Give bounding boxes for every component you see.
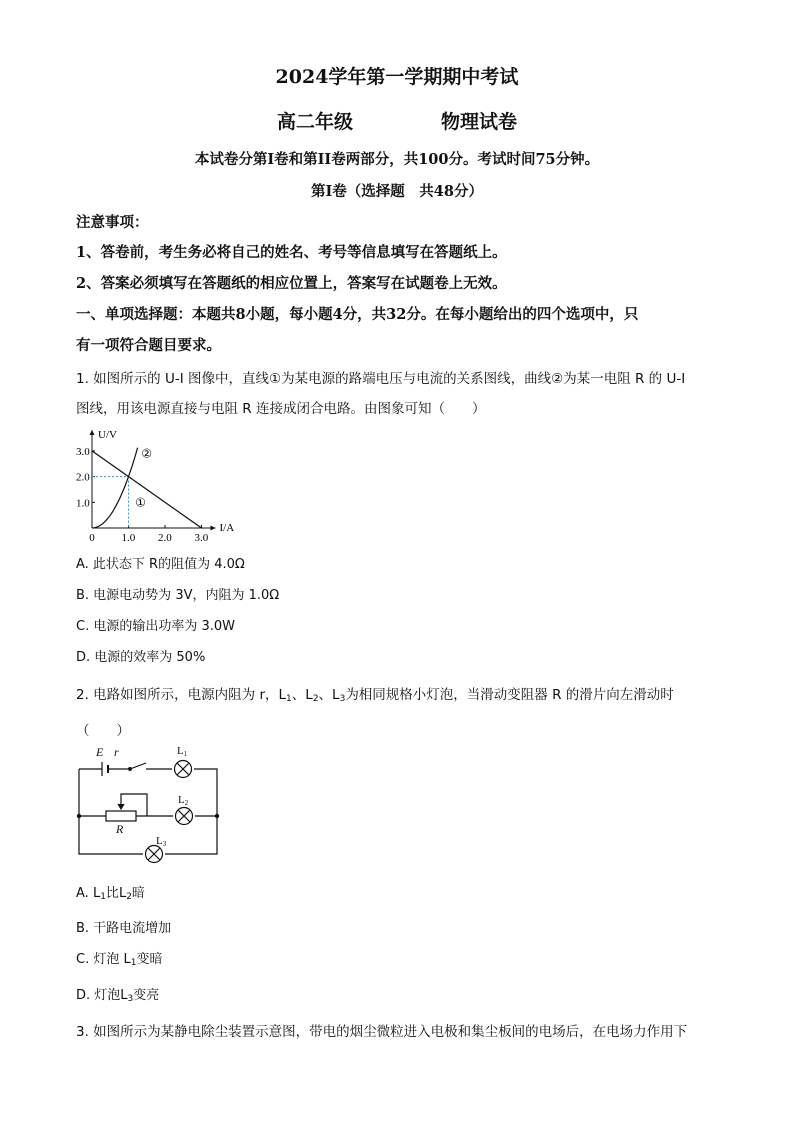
y-tick-label: 1.0 xyxy=(76,497,90,510)
q2-line-1: 2. 电路如图所示，电源内阻为 r，$L_1$、$L_2$、$L_3$为相同规格小灯泡，当滑动变阻器 R 的滑片向左滑动时 xyxy=(76,687,674,704)
x-tick-label: 0 xyxy=(89,532,95,544)
lamp-l3-icon xyxy=(146,846,163,863)
q2-option-c-lamp: $L_1$ xyxy=(123,952,137,968)
q2-lamp-3: $L_3$ xyxy=(332,687,346,704)
q2-option-c: C. 灯泡 $L_1$变暗 xyxy=(76,952,163,968)
q2-line-2: （ ） xyxy=(76,723,130,739)
q2-lamp-2: $L_2$ xyxy=(305,687,319,704)
q1-line-2: 图线，用该电源直接与电阻 R 连接成闭合电路。由图象可知（ ） xyxy=(76,401,486,417)
section1-line-1: 一、单项选择题：本题共8小题，每小题4分，共32分。在每小题给出的四个选项中，只 xyxy=(76,306,639,323)
series-2-label: ② xyxy=(141,446,153,461)
q2-option-a-lamp-1: $L_1$ xyxy=(92,886,106,902)
q1-line-1: 1. 如图所示的 U-I 图像中，直线①为某电源的路端电压与电流的关系图线，曲线②为某一电阻 R 的 U-I xyxy=(76,371,686,387)
q2-line-1-post: 为相同规格小灯泡，当滑动变阻器 R 的滑片向左滑动时 xyxy=(345,687,674,703)
q2-option-d-lamp: $L_3$ xyxy=(120,988,134,1004)
notice-heading: 注意事项： xyxy=(76,214,149,231)
y-axis-label: U/V xyxy=(98,429,117,441)
exam-info: 本试卷分第I卷和第II卷两部分，共100分。考试时间75分钟。 xyxy=(194,151,600,168)
y-tick-label: 3.0 xyxy=(76,445,90,458)
lamp-l1-icon xyxy=(175,761,192,778)
notice-item-2: 2、答案必须填写在答题纸的相应位置上，答案写在试题卷上无效。 xyxy=(76,275,507,292)
q2-option-a: A. $L_1$比$L_2$暗 xyxy=(76,886,145,902)
switch-blade xyxy=(130,763,146,769)
q2-option-d: D. 灯泡$L_3$变亮 xyxy=(76,988,160,1004)
label-e: E xyxy=(96,745,104,759)
x-axis-arrow xyxy=(211,526,216,531)
grade-label: 高二年级 xyxy=(276,111,353,133)
circuit-diagram xyxy=(76,742,226,866)
ui-chart xyxy=(76,424,276,546)
label-r: r xyxy=(114,745,119,759)
y-tick-label: 2.0 xyxy=(76,471,90,484)
q1-option-d: D. 电源的效率为 50% xyxy=(76,650,206,665)
q2-option-a-lamp-2: $L_2$ xyxy=(118,886,132,902)
label-l2: L2 xyxy=(178,794,189,807)
label-rheostat: R xyxy=(116,822,124,836)
exam-subtitle xyxy=(0,107,794,134)
q1-option-c: C. 电源的输出功率为 3.0W xyxy=(76,619,236,634)
q1-option-b: B. 电源电动势为 3V，内阻为 1.0Ω xyxy=(76,588,280,603)
exam-title: 2024学年第一学期期中考试 xyxy=(275,66,519,88)
x-tick-label: 3.0 xyxy=(194,532,209,544)
q2-lamp-1: $L_1$ xyxy=(278,687,292,704)
q3-line-1: 3. 如图所示为某静电除尘装置示意图，带电的烟尘微粒进入电极和集尘板间的电场后，在电场力作用下 xyxy=(76,1024,688,1040)
label-l3: L3 xyxy=(156,835,167,848)
x-axis-label: I/A xyxy=(219,522,235,534)
q1-option-a: A. 此状态下 R的阻值为 4.0Ω xyxy=(76,557,245,572)
wire-top xyxy=(79,769,217,854)
rheostat-icon xyxy=(106,811,136,821)
series-1-label: ① xyxy=(135,495,146,510)
x-tick-label: 1.0 xyxy=(121,532,136,544)
lamp-l2-icon xyxy=(176,808,193,825)
rheostat-slider xyxy=(121,794,147,816)
subject-label: 物理试卷 xyxy=(441,111,518,133)
section1-line-2: 有一项符合题目要求。 xyxy=(76,337,221,354)
x-tick-label: 2.0 xyxy=(158,532,172,544)
series-1-line xyxy=(92,451,202,528)
q2-option-b: B. 干路电流增加 xyxy=(76,921,172,936)
label-l1: L1 xyxy=(177,745,188,758)
part1-heading: 第I卷（选择题 共48分） xyxy=(311,183,483,200)
q2-line-1-pre: 2. 电路如图所示，电源内阻为 r， xyxy=(76,687,279,703)
series-2-curve xyxy=(92,448,138,528)
notice-item-1: 1、答卷前，考生务必将自己的姓名、考号等信息填写在答题纸上。 xyxy=(76,244,507,261)
y-axis-arrow xyxy=(90,430,95,435)
